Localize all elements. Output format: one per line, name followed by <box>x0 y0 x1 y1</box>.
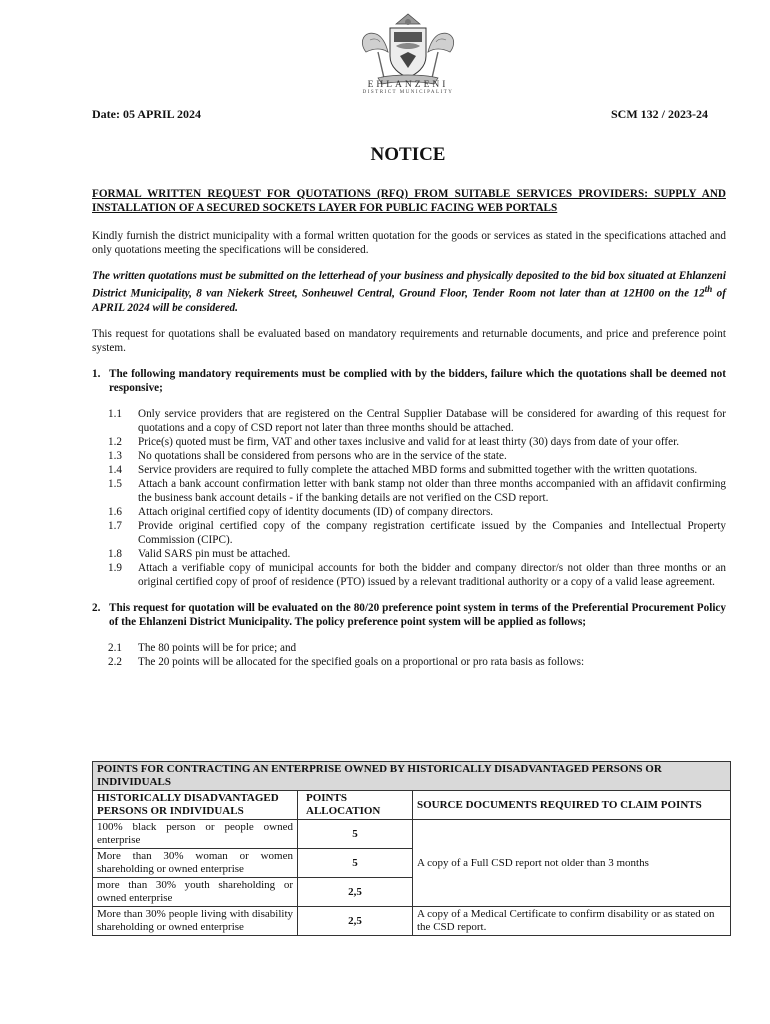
table-title: POINTS FOR CONTRACTING AN ENTERPRISE OWNED BY HISTORICALLY DISADVANTAGED PERSONS OR INDIVIDUALS <box>93 762 731 791</box>
list-item <box>92 477 726 505</box>
item-text: Attach original certified copy of identity documents (ID) of company directors. <box>138 505 494 518</box>
evaluation-paragraph: This request for quotations shall be evaluated based on mandatory requirements and returnable documents, and price and preference point system. <box>92 327 726 354</box>
notice-body <box>92 187 726 681</box>
column-header-group: HISTORICALLY DISADVANTAGED PERSONS OR INDIVIDUALS <box>93 791 298 820</box>
list-item <box>92 547 726 561</box>
table-row <box>93 820 731 849</box>
item-text: Service providers are required to fully complete the attached MBD forms and submitted together with the written quotations. <box>138 463 698 476</box>
table-header-row <box>93 791 731 820</box>
section-1-heading <box>92 367 726 395</box>
list-item <box>92 505 726 519</box>
document-reference: SCM 132 / 2023-24 <box>611 107 708 121</box>
preference-points-table <box>92 761 731 936</box>
item-text: Only service providers that are registered on the Central Supplier Database will be considered for awarding of this request for quotations and a copy of CSD report not later than three months should be attached. <box>138 407 726 434</box>
item-number: 1.2 <box>108 435 122 448</box>
section-2-number: 2. <box>92 601 101 614</box>
list-item <box>92 655 726 669</box>
section-2-list <box>92 641 726 669</box>
item-text: Price(s) quoted must be firm, VAT and other taxes inclusive and valid for at least thirty (30) days from date of your offer. <box>138 435 680 448</box>
group-cell: More than 30% woman or women shareholding or owned enterprise <box>93 849 298 878</box>
points-cell: 2,5 <box>298 878 413 907</box>
item-number: 1.9 <box>108 561 122 574</box>
submission-paragraph <box>92 269 726 315</box>
item-text: Attach a verifiable copy of municipal accounts for both the bidder and company director/s not older than three months or an original certified copy of proof of residence (PTO) issued by a relevant traditional authority or a copy of a valid lease agreement. <box>138 561 726 588</box>
rfq-heading: FORMAL WRITTEN REQUEST FOR QUOTATIONS (RFQ) FROM SUITABLE SERVICES PROVIDERS: SUPPLY AND INSTALLATION OF A SECURED SOCKETS LAYER FOR PUBLIC FACING WEB PORTALS <box>92 188 726 214</box>
list-item <box>92 463 726 477</box>
source-cell-csd: A copy of a Full CSD report not older than 3 months <box>413 820 731 907</box>
submission-text-b: of APRIL 2024 will be considered. <box>92 287 726 314</box>
item-number: 1.4 <box>108 463 122 476</box>
table-row <box>93 907 731 936</box>
submission-text-a: The written quotations must be submitted on the letterhead of your business and physically deposited to the bid box situated at Ehlanzeni District Municipality, 8 van Niekerk Street, Sonheuwel Central, Ground Floor, Tender Room not later than at 12H00 on the 12 <box>92 270 726 300</box>
item-number: 2.1 <box>108 641 122 654</box>
list-item <box>92 519 726 547</box>
list-item <box>92 561 726 589</box>
item-text: Valid SARS pin must be attached. <box>138 547 291 560</box>
table-title-row <box>93 762 731 791</box>
source-cell-medical: A copy of a Medical Certificate to confirm disability or as stated on the CSD report. <box>413 907 731 936</box>
group-cell: 100% black person or people owned enterprise <box>93 820 298 849</box>
item-number: 1.6 <box>108 505 122 518</box>
item-number: 1.3 <box>108 449 122 462</box>
list-item <box>92 641 726 655</box>
item-number: 1.1 <box>108 407 122 420</box>
item-number: 1.5 <box>108 477 122 490</box>
points-cell: 2,5 <box>298 907 413 936</box>
item-text: No quotations shall be considered from persons who are in the service of the state. <box>138 449 507 462</box>
item-text: The 20 points will be allocated for the specified goals on a proportional or pro rata basis as follows: <box>138 655 585 668</box>
column-header-points: POINTS ALLOCATION <box>298 791 413 820</box>
item-number: 2.2 <box>108 655 122 668</box>
submission-superscript: th <box>704 285 713 295</box>
logo-municipality-name: EHLANZENI <box>367 80 449 90</box>
section-2-heading <box>92 601 726 629</box>
group-cell: More than 30% people living with disability shareholding or owned enterprise <box>93 907 298 936</box>
document-date: Date: 05 APRIL 2024 <box>92 107 201 121</box>
points-cell: 5 <box>298 849 413 878</box>
column-header-source: SOURCE DOCUMENTS REQUIRED TO CLAIM POINTS <box>413 791 731 820</box>
item-text: Attach a bank account confirmation letter with bank stamp not older than three months accompanied with an affidavit confirming the business bank account details - if the banking details are not verified on the CSD report. <box>138 477 726 504</box>
group-cell: more than 30% youth shareholding or owned enterprise <box>93 878 298 907</box>
item-text: The 80 points will be for price; and <box>138 641 297 654</box>
list-item <box>92 449 726 463</box>
section-1-text: The following mandatory requirements must be complied with by the bidders, failure which the quotations shall be deemed not responsive; <box>109 367 726 394</box>
item-text: Provide original certified copy of the company registration certificate issued by the Companies and Intellectual Property Commission (CIPC). <box>138 519 726 546</box>
section-2-text: This request for quotation will be evaluated on the 80/20 preference point system in terms of the Preferential Procurement Policy of the Ehlanzeni District Municipality. The policy preference point system will be applied as follows; <box>109 601 726 628</box>
list-item <box>92 407 726 435</box>
section-1-number: 1. <box>92 367 101 380</box>
list-item <box>92 435 726 449</box>
item-number: 1.8 <box>108 547 122 560</box>
points-cell: 5 <box>298 820 413 849</box>
logo-municipality-subtitle: DISTRICT MUNICIPALITY <box>362 90 454 95</box>
item-number: 1.7 <box>108 519 122 532</box>
intro-paragraph: Kindly furnish the district municipality with a formal written quotation for the goods or services as stated in the specifications attached and only quotations meeting the specifications will be considered. <box>92 230 726 256</box>
section-1-list <box>92 407 726 589</box>
notice-title: NOTICE <box>370 144 446 165</box>
